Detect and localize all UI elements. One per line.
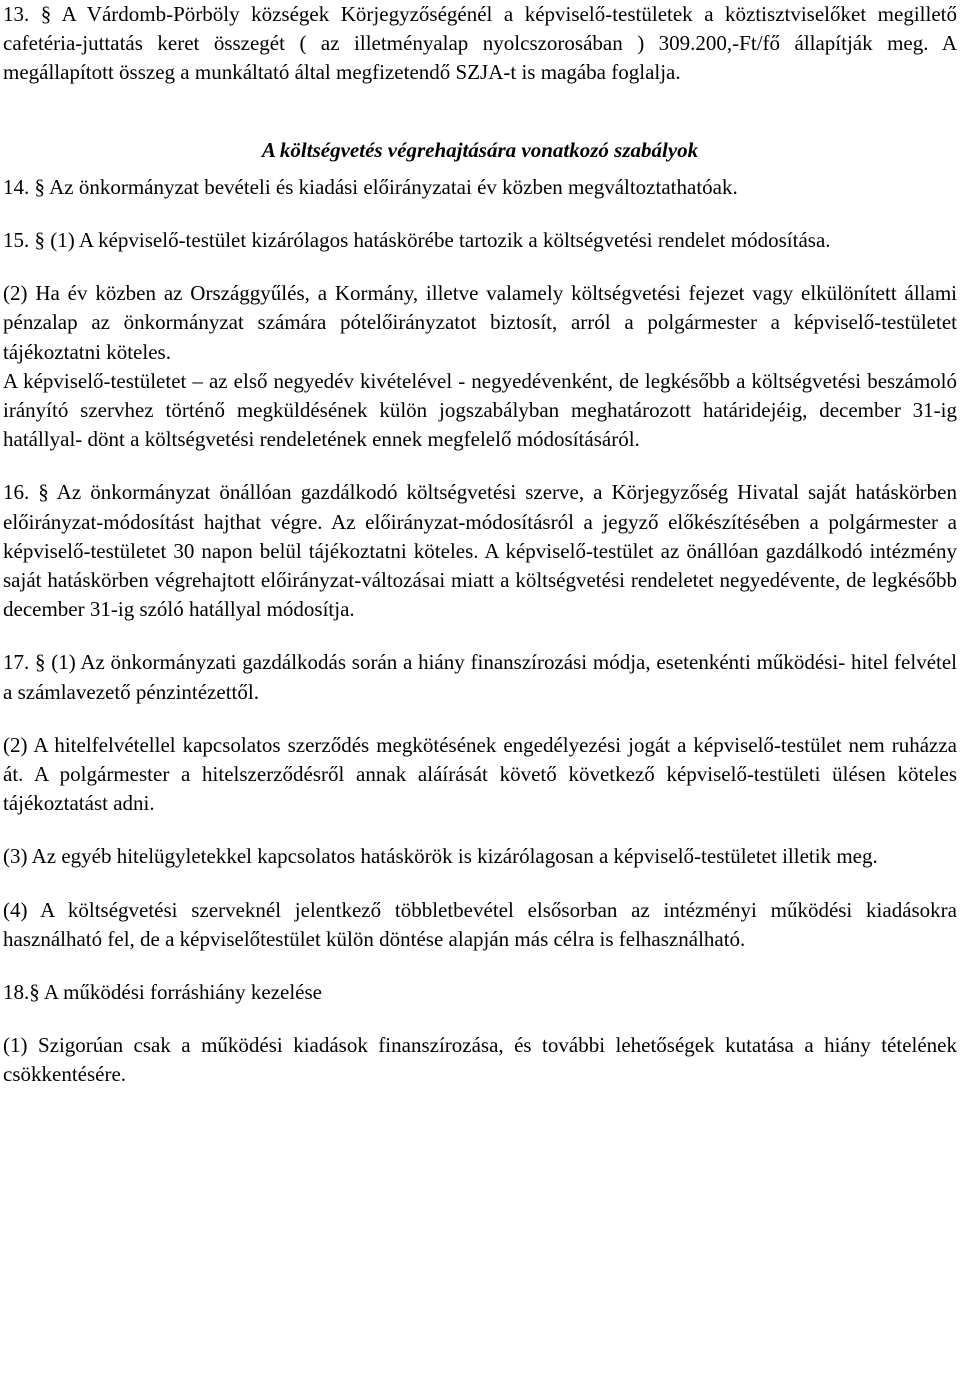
section-heading: A költségvetés végrehajtására vonatkozó szabályok [261,137,699,162]
section-16-paragraph: 16. § Az önkormányzat önállóan gazdálkodó költségvetési szerve, a Körjegyzőség Hivatal saját hatáskörben előirányzat-módosítást hajthat végre. Az előirányzat-módosításról a jegyző előkészítésében a polgármester a képviselő-testületet 30 napon belül tájékoztatni köteles. A képviselő-testület az önállóan gazdálkodó intézmény saját hatáskörben végrehajtott előirányzat-változásai miatt a költségvetési rendeletet negyedévente, de legkésőbb december 31-ig szóló hatállyal módosítja. [3,480,957,622]
section-15-paragraph-3: A képviselő-testületet – az első negyedév kivételével - negyedévenként, de legkésőbb a költségvetési beszámoló irányító szervhez történő megküldésének külön jogszabályban meghatározott határidejéig, december 31-ig hatállyal- dönt a költségvetési rendeletének ennek megfelelő módosításáról. [3,368,957,452]
section-15-paragraph-2: (2) Ha év közben az Országgyűlés, a Kormány, illetve valamely költségvetési fejezet vagy elkülönített állami pénzalap az önkormányzat számára pótelőirányzatot biztosít, arról a polgármester a képviselő-testületet tájékoztatni köteles. [3,281,957,364]
section-13-paragraph: 13. § A Várdomb-Pörböly községek Körjegyzőségénél a képviselő-testületek a köztisztviselőket megillető cafetéria-juttatás keret összegét ( az illetményalap nyolcszorosában ) 309.200,-Ft/fő állapítják meg. A megállapított összeg a munkáltató által megfizetendő SZJA-t is magába foglalja. [3,2,957,85]
section-17-paragraph-3: (3) Az egyéb hitelügyletekkel kapcsolatos hatáskörök is kizárólagosan a képviselő-testületet illetik meg. [3,844,878,869]
section-17-paragraph-2: (2) A hitelfelvétellel kapcsolatos szerződés megkötésének engedélyezési jogát a képviselő-testület nem ruházza át. A polgármester a hitelszerződésről annak aláírását követő következő képviselő-testületi ülésen köteles tájékoztatást adni. [3,732,957,816]
section-17-paragraph-1: 17. § (1) Az önkormányzati gazdálkodás során a hiány finanszírozási módja, esetenkénti működési- hitel felvétel a számlavezető pénzintézettől. [3,650,957,704]
section-17-paragraph-4: (4) A költségvetési szerveknél jelentkező többletbevétel elsősorban az intézményi működési kiadásokra használható fel, de a képviselőtestület külön döntése alapján más célra is felhasználható. [3,897,957,951]
section-18-paragraph-1: (1) Szigorúan csak a működési kiadások finanszírozása, és további lehetőségek kutatása a hiány tételének csökkentésére. [3,1033,957,1087]
section-14-paragraph: 14. § Az önkormányzat bevételi és kiadási előirányzatai év közben megváltoztathatóak. [3,174,738,199]
document-page [3,0,957,1090]
section-15-paragraph-1: 15. § (1) A képviselő-testület kizárólagos hatáskörébe tartozik a költségvetési rendelet módosítása. [3,228,831,253]
section-18-heading: 18.§ A működési forráshiány kezelése [3,980,322,1005]
